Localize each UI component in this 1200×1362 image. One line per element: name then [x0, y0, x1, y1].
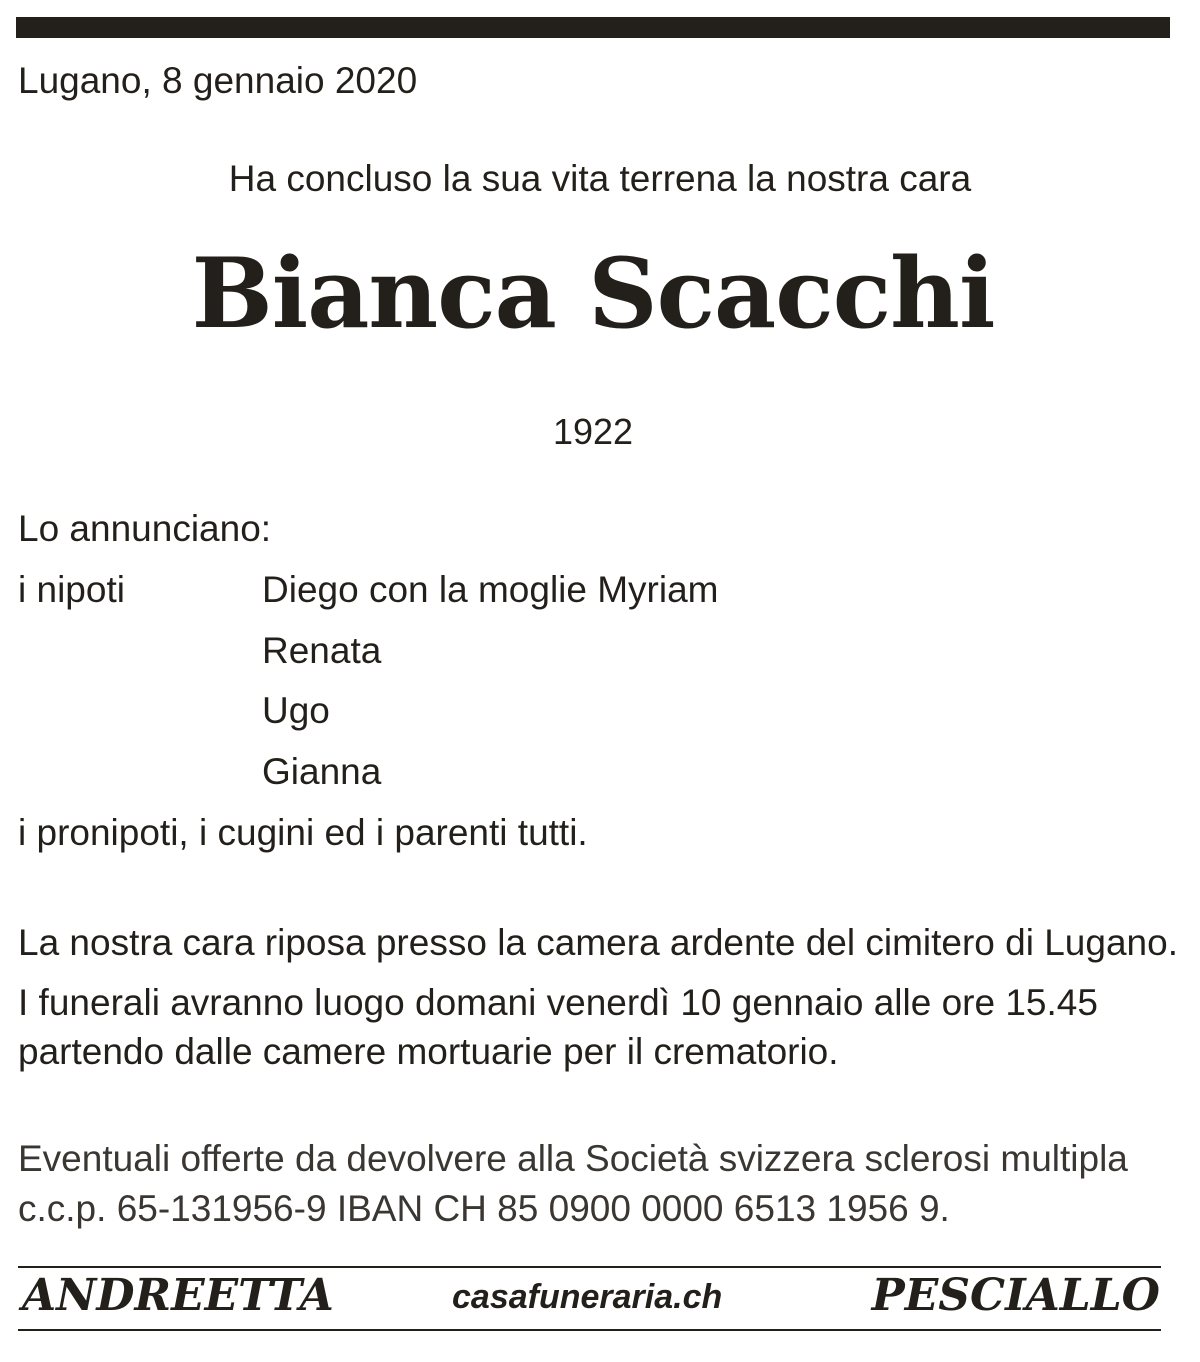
relative-name: Renata: [262, 630, 382, 671]
announcers-label: Lo annunciano:: [18, 508, 272, 549]
top-rule-bar: [16, 17, 1170, 38]
footer-bottom-rule: [18, 1329, 1161, 1331]
footer-top-rule: [18, 1266, 1161, 1268]
donation-line-1: Eventuali offerte da devolvere alla Società svizzera sclerosi multipla: [18, 1138, 1128, 1179]
other-relatives: i pronipoti, i cugini ed i parenti tutti.: [18, 812, 588, 853]
relation-label: i nipoti: [18, 569, 125, 610]
relative-name: Ugo: [262, 690, 330, 731]
place-date: Lugano, 8 gennaio 2020: [18, 60, 418, 101]
deceased-name: Bianca Scacchi: [191, 237, 995, 350]
birth-year: 1922: [552, 411, 634, 452]
funeral-home-left-name: ANDREETTA: [22, 1270, 334, 1321]
funeral-home-right-name: PESCIALLO: [871, 1270, 1160, 1321]
relative-name: Gianna: [262, 751, 382, 792]
resting-place: La nostra cara riposa presso la camera ardente del cimitero di Lugano.: [18, 922, 1178, 963]
funeral-details-line-1: I funerali avranno luogo domani venerdì 10 gennaio alle ore 15.45: [18, 982, 1098, 1023]
funeral-details-line-2: partendo dalle camere mortuarie per il crematorio.: [18, 1031, 839, 1072]
funeral-home-website: casafuneraria.ch: [452, 1278, 723, 1316]
relative-name: Diego con la moglie Myriam: [262, 569, 719, 610]
intro-line: Ha concluso la sua vita terrena la nostra cara: [228, 158, 972, 199]
donation-line-2: c.c.p. 65-131956-9 IBAN CH 85 0900 0000 6513 1956 9.: [18, 1188, 950, 1229]
